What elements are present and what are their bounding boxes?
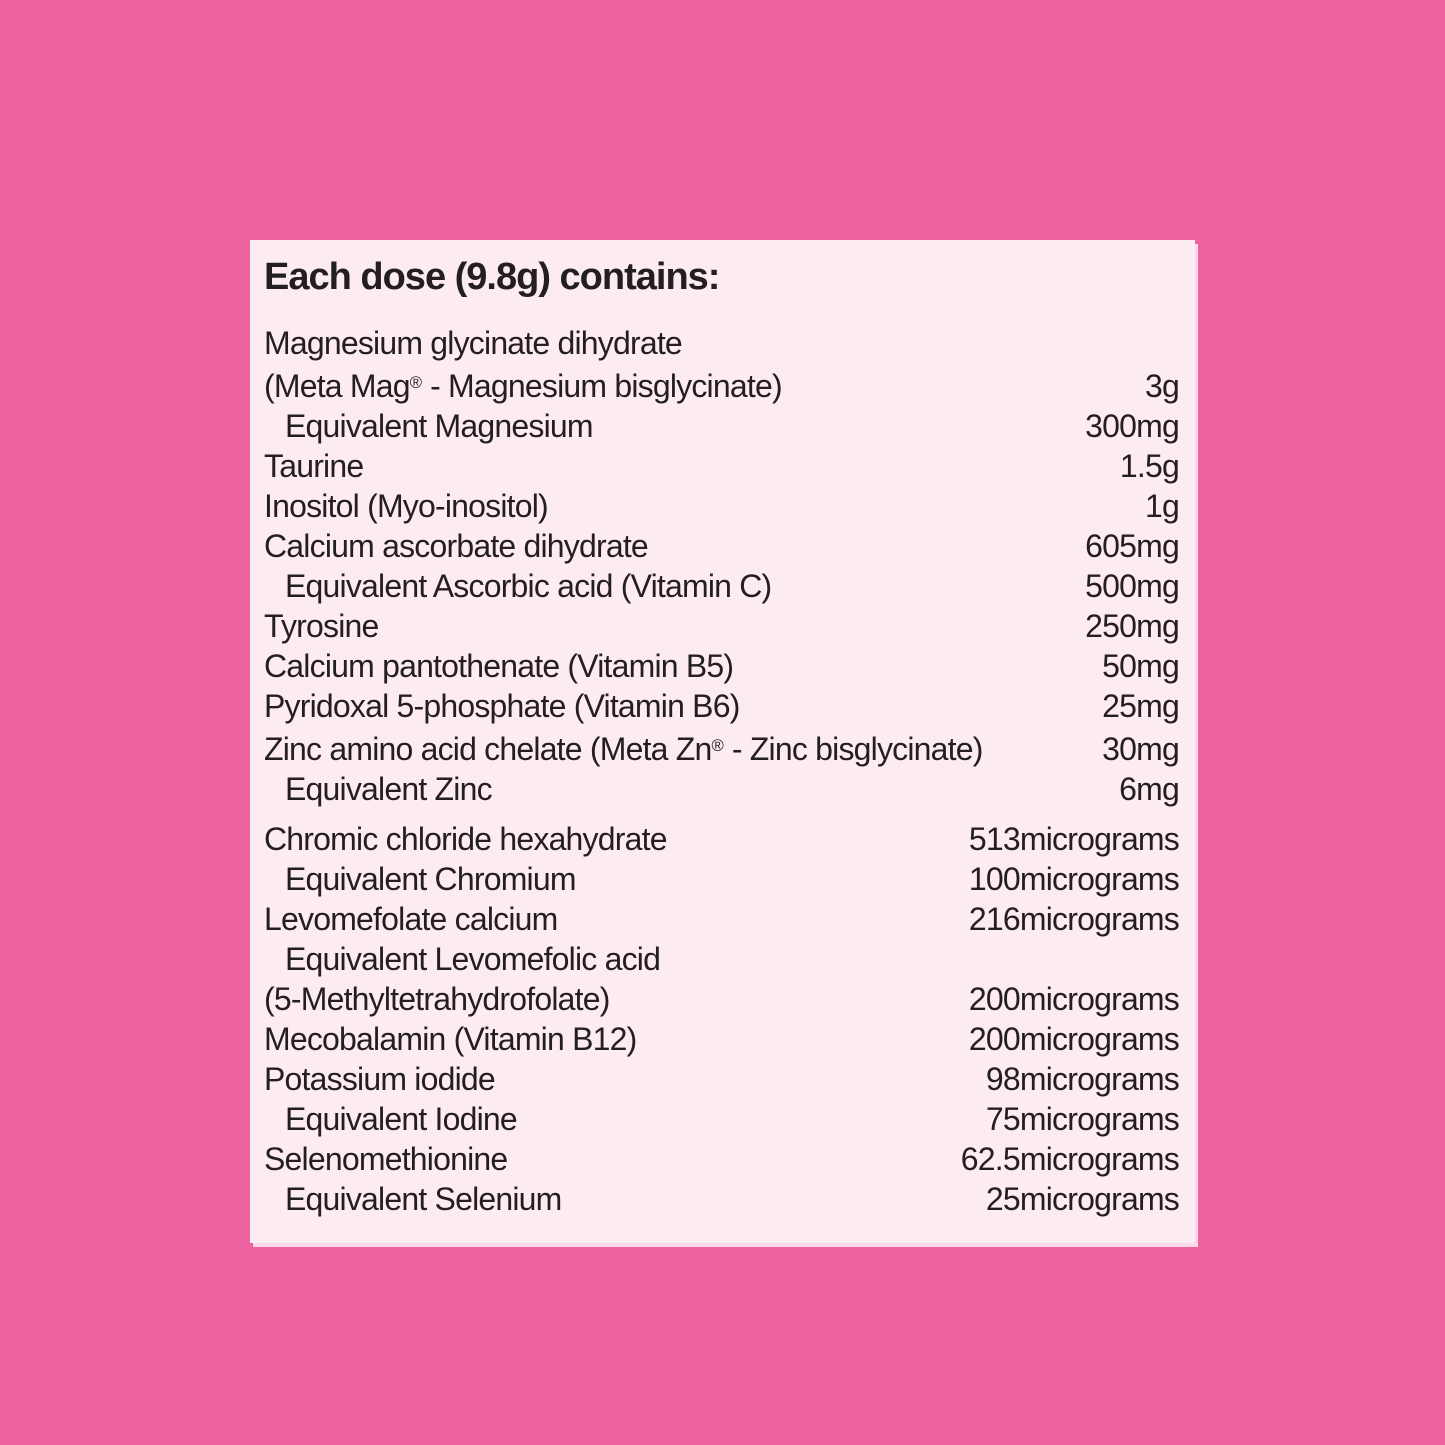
ingredient-row (264, 1019, 1179, 1059)
ingredient-row (264, 446, 1179, 486)
ingredient-row (264, 769, 1179, 809)
ingredient-row (264, 486, 1179, 526)
ingredient-amount: 50mg (1102, 647, 1179, 684)
ingredient-amount: 500mg (1085, 567, 1179, 604)
ingredient-row (264, 323, 1179, 363)
ingredient-amount: 30mg (1102, 730, 1179, 767)
ingredient-row (264, 939, 1179, 979)
ingredient-amount: 605mg (1085, 527, 1179, 564)
ingredient-amount: 25micrograms (985, 1180, 1179, 1217)
ingredient-amount: 200micrograms (968, 980, 1179, 1017)
ingredient-name: Chromic chloride hexahydrate (264, 820, 667, 857)
ingredient-name: Calcium ascorbate dihydrate (264, 527, 648, 564)
ingredient-name: Pyridoxal 5-phosphate (Vitamin B6) (264, 687, 740, 724)
supplement-facts-panel (250, 240, 1195, 1243)
ingredient-list (264, 323, 1179, 1219)
ingredient-name: Inositol (Myo-inositol) (264, 487, 548, 524)
ingredient-row (264, 646, 1179, 686)
ingredient-name: Magnesium glycinate dihydrate (264, 324, 682, 361)
ingredient-name: Potassium iodide (264, 1060, 495, 1097)
ingredient-amount: 1.5g (1119, 447, 1179, 484)
ingredient-amount: 216micrograms (968, 900, 1179, 937)
ingredient-row (264, 606, 1179, 646)
ingredient-name: Selenomethionine (264, 1140, 508, 1177)
ingredient-name: Zinc amino acid chelate (Meta Zn® - Zinc bisglycinate) (264, 730, 983, 767)
ingredient-row (264, 526, 1179, 566)
ingredient-row (264, 1139, 1179, 1179)
ingredient-row (264, 819, 1179, 859)
ingredient-amount: 1g (1145, 487, 1179, 524)
ingredient-amount: 513micrograms (968, 820, 1179, 857)
ingredient-amount: 100micrograms (968, 860, 1179, 897)
ingredient-name: Equivalent Iodine (285, 1100, 517, 1137)
ingredient-amount: 98micrograms (985, 1060, 1179, 1097)
ingredient-row (264, 726, 1179, 769)
ingredient-amount: 250mg (1085, 607, 1179, 644)
ingredient-name: Equivalent Chromium (285, 860, 576, 897)
ingredient-amount: 200micrograms (968, 1020, 1179, 1057)
ingredient-name: (5-Methyltetrahydrofolate) (264, 980, 610, 1017)
ingredient-row (264, 1179, 1179, 1219)
ingredient-amount: 25mg (1102, 687, 1179, 724)
ingredient-row (264, 979, 1179, 1019)
ingredient-row (264, 1099, 1179, 1139)
ingredient-name: Equivalent Magnesium (285, 407, 593, 444)
ingredient-amount: 6mg (1119, 770, 1179, 807)
ingredient-row (264, 406, 1179, 446)
panel-title: Each dose (9.8g) contains: (264, 256, 720, 298)
ingredient-row (264, 899, 1179, 939)
ingredient-row (264, 1059, 1179, 1099)
ingredient-row (264, 363, 1179, 406)
ingredient-name: Equivalent Zinc (285, 770, 492, 807)
ingredient-row (264, 859, 1179, 899)
ingredient-name: Calcium pantothenate (Vitamin B5) (264, 647, 734, 684)
ingredient-name: Equivalent Levomefolic acid (285, 940, 661, 977)
ingredient-name: (Meta Mag® - Magnesium bisglycinate) (264, 367, 782, 404)
ingredient-name: Equivalent Selenium (285, 1180, 562, 1217)
ingredient-row (264, 566, 1179, 606)
ingredient-name: Mecobalamin (Vitamin B12) (264, 1020, 637, 1057)
ingredient-amount: 300mg (1085, 407, 1179, 444)
ingredient-row (264, 686, 1179, 726)
ingredient-name: Equivalent Ascorbic acid (Vitamin C) (285, 567, 772, 604)
ingredient-amount: 75micrograms (985, 1100, 1179, 1137)
ingredient-name: Taurine (264, 447, 364, 484)
ingredient-name: Levomefolate calcium (264, 900, 558, 937)
ingredient-name: Tyrosine (264, 607, 379, 644)
ingredient-amount: 3g (1145, 367, 1179, 404)
ingredient-amount: 62.5micrograms (960, 1140, 1179, 1177)
